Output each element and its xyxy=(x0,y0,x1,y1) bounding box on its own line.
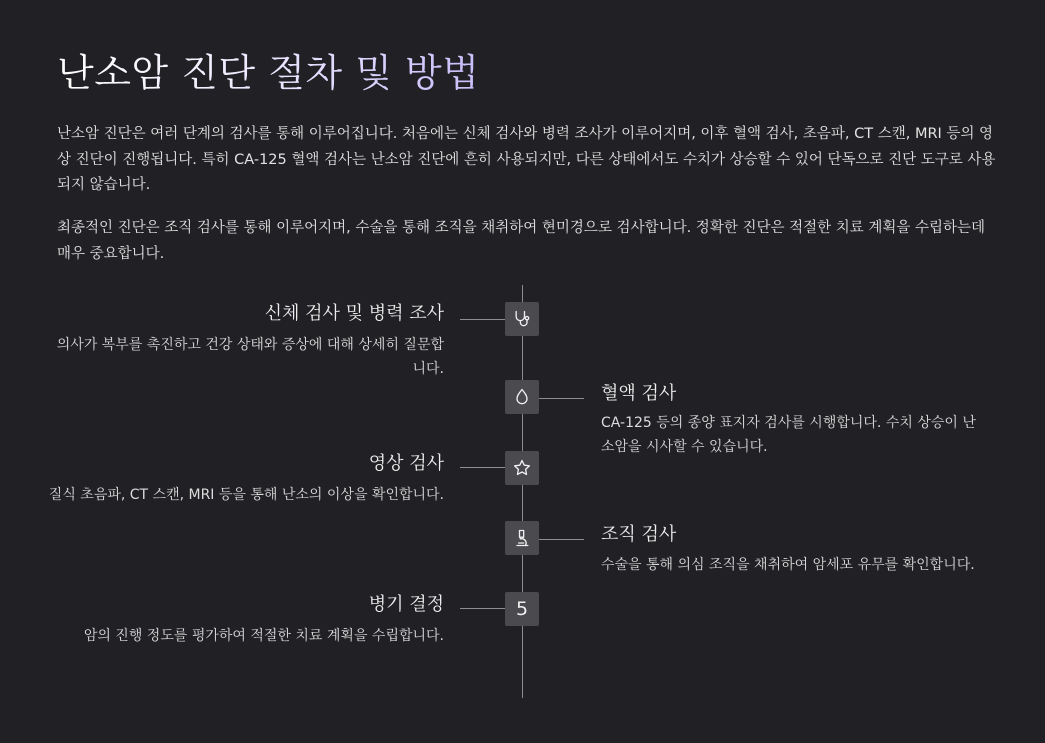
intro-paragraph: 난소암 진단은 여러 단계의 검사를 통해 이루어집니다. 처음에는 신체 검사와 병력 조사가 이루어지며, 이후 혈액 검사, 초음파, CT 스캔, MRI 등의 영상 진단이 진행됩니다. 특히 CA-125 혈액 검사는 난소암 진단에 흔히 사용되지만, 다른 상태에서도 수치가 상승할 수 있어 단독으로 진단 도구로 사용되지 않습니다. xyxy=(57,126,996,193)
step-description: 수술을 통해 의심 조직을 채취하여 암세포 유무를 확인합니다. xyxy=(601,557,975,573)
timeline-axis xyxy=(522,285,523,698)
microscope-icon xyxy=(505,521,539,555)
step-description: 암의 진행 정도를 평가하여 적절한 치료 계획을 수립합니다. xyxy=(83,628,444,644)
stethoscope-icon xyxy=(505,302,539,336)
step-connector xyxy=(539,539,584,540)
step-title: 신체 검사 및 병력 조사 xyxy=(264,303,444,324)
diagnosis-paragraph: 최종적인 진단은 조직 검사를 통해 이루어지며, 수술을 통해 조직을 채취하여 현미경으로 검사합니다. 정확한 진단은 적절한 치료 계획을 수립하는데 매우 중요합니다. xyxy=(57,220,985,262)
step-title: 영상 검사 xyxy=(368,453,444,474)
droplet-icon xyxy=(505,380,539,414)
step-connector xyxy=(460,467,505,468)
step-description: 질식 초음파, CT 스캔, MRI 등을 통해 난소의 이상을 확인합니다. xyxy=(48,487,444,503)
step-connector xyxy=(460,608,505,609)
step-number: 5 xyxy=(515,598,529,620)
step-title: 병기 결정 xyxy=(368,594,444,615)
step-title: 혈액 검사 xyxy=(601,383,677,404)
step-title: 조직 검사 xyxy=(601,524,677,545)
star-icon xyxy=(505,451,539,485)
step-connector xyxy=(539,398,584,399)
step-description: 의사가 복부를 촉진하고 건강 상태와 증상에 대해 상세히 질문합니다. xyxy=(56,337,444,377)
step-description: CA-125 등의 종양 표지자 검사를 시행합니다. 수치 상승이 난소암을 시사할 수 있습니다. xyxy=(601,415,976,455)
page-title: 난소암 진단 절차 및 방법 xyxy=(57,42,479,97)
step-number-badge xyxy=(505,592,539,626)
step-connector xyxy=(460,319,505,320)
